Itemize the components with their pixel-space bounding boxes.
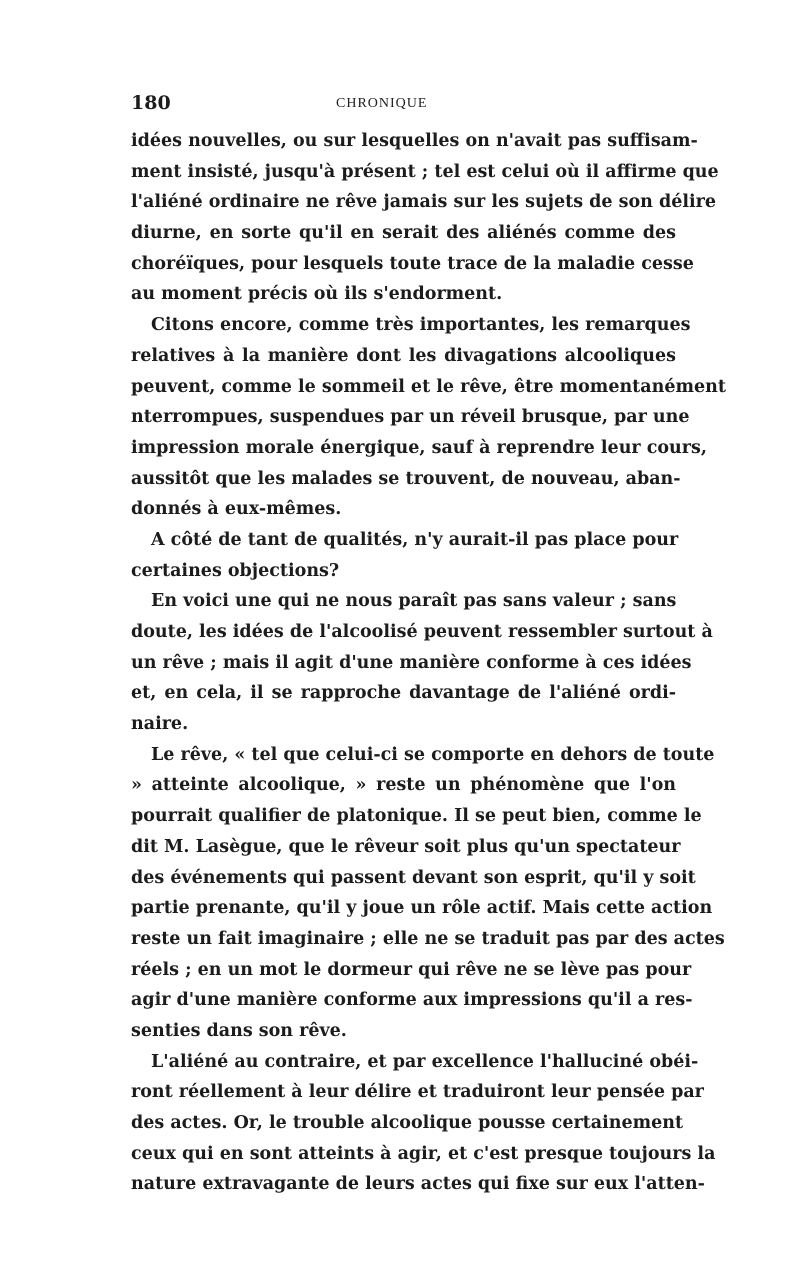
text-line: certaines objections? [131, 560, 340, 581]
text-line: un rêve ; mais il agit d'une manière conforme à ces idées [131, 652, 692, 673]
text-line: nterrompues, suspendues par un réveil brusque, par une [131, 407, 690, 428]
text-line: relatives à la manière dont les divagations alcooliques [131, 345, 676, 366]
text-line: A côté de tant de qualités, n'y aurait-il pas place pour [151, 529, 679, 550]
text-line: peuvent, comme le sommeil et le rêve, être momentanément [131, 376, 726, 397]
text-line: réels ; en un mot le dormeur qui rêve ne se lève pas pour [131, 959, 692, 980]
text-line: ront réellement à leur délire et traduiront leur pensée par [131, 1082, 704, 1103]
text-line: ment insisté, jusqu'à présent ; tel est celui où il affirme que [131, 161, 719, 182]
text-line: L'aliéné au contraire, et par excellence l'halluciné obéi- [151, 1051, 699, 1072]
text-line: agir d'une manière conforme aux impressions qu'il a res- [131, 990, 693, 1011]
text-line: reste un fait imaginaire ; elle ne se traduit pas par des actes [131, 928, 725, 949]
text-line: ceux qui en sont atteints à agir, et c'est presque toujours la [131, 1143, 716, 1164]
text-line: naire. [131, 714, 189, 735]
text-line: En voici une qui ne nous paraît pas sans valeur ; sans [151, 591, 677, 612]
text-line: senties dans son rêve. [131, 1020, 347, 1041]
text-line: aussitôt que les malades se trouvent, de nouveau, aban- [131, 468, 681, 489]
text-line: des actes. Or, le trouble alcoolique pousse certainement [131, 1113, 684, 1133]
text-line: donnés à eux-mêmes. [131, 499, 342, 520]
text-line: pourrait qualifier de platonique. Il se peut bien, comme le [131, 806, 702, 827]
text-line: dit M. Lasègue, que le rêveur soit plus qu'un spectateur [131, 836, 681, 857]
text-line: choréïques, pour lesquels toute trace de la maladie cesse [131, 253, 694, 274]
body-text [131, 126, 726, 1200]
text-line: idées nouvelles, ou sur lesquelles on n'avait pas suffisam- [131, 131, 698, 151]
text-line: nature extravagante de leurs actes qui fixe sur eux l'atten- [131, 1174, 705, 1195]
text-line: partie prenante, qu'il y joue un rôle actif. Mais cette action [131, 898, 713, 919]
running-head [131, 92, 676, 114]
page-number: 180 [131, 92, 171, 114]
text-line: l'aliéné ordinaire ne rêve jamais sur les sujets de son délire [131, 192, 716, 213]
text-line: Citons encore, comme très importantes, les remarques [151, 315, 691, 336]
text-line: diurne, en sorte qu'il en serait des aliénés comme des [131, 223, 676, 244]
running-title: CHRONIQUE [336, 96, 428, 111]
text-line: impression morale énergique, sauf à reprendre leur cours, [131, 437, 707, 458]
text-line: Le rêve, « tel que celui-ci se comporte en dehors de toute [151, 744, 715, 765]
text-line: doute, les idées de l'alcoolisé peuvent ressembler surtout à [131, 622, 713, 642]
text-line: » atteinte alcoolique, » reste un phénomène que l'on [131, 775, 676, 796]
text-line: au moment précis où ils s'endorment. [131, 284, 503, 305]
text-line: et, en cela, il se rapproche davantage de l'aliéné ordi- [131, 683, 676, 704]
text-line: des événements qui passent devant son esprit, qu'il y soit [131, 867, 696, 888]
